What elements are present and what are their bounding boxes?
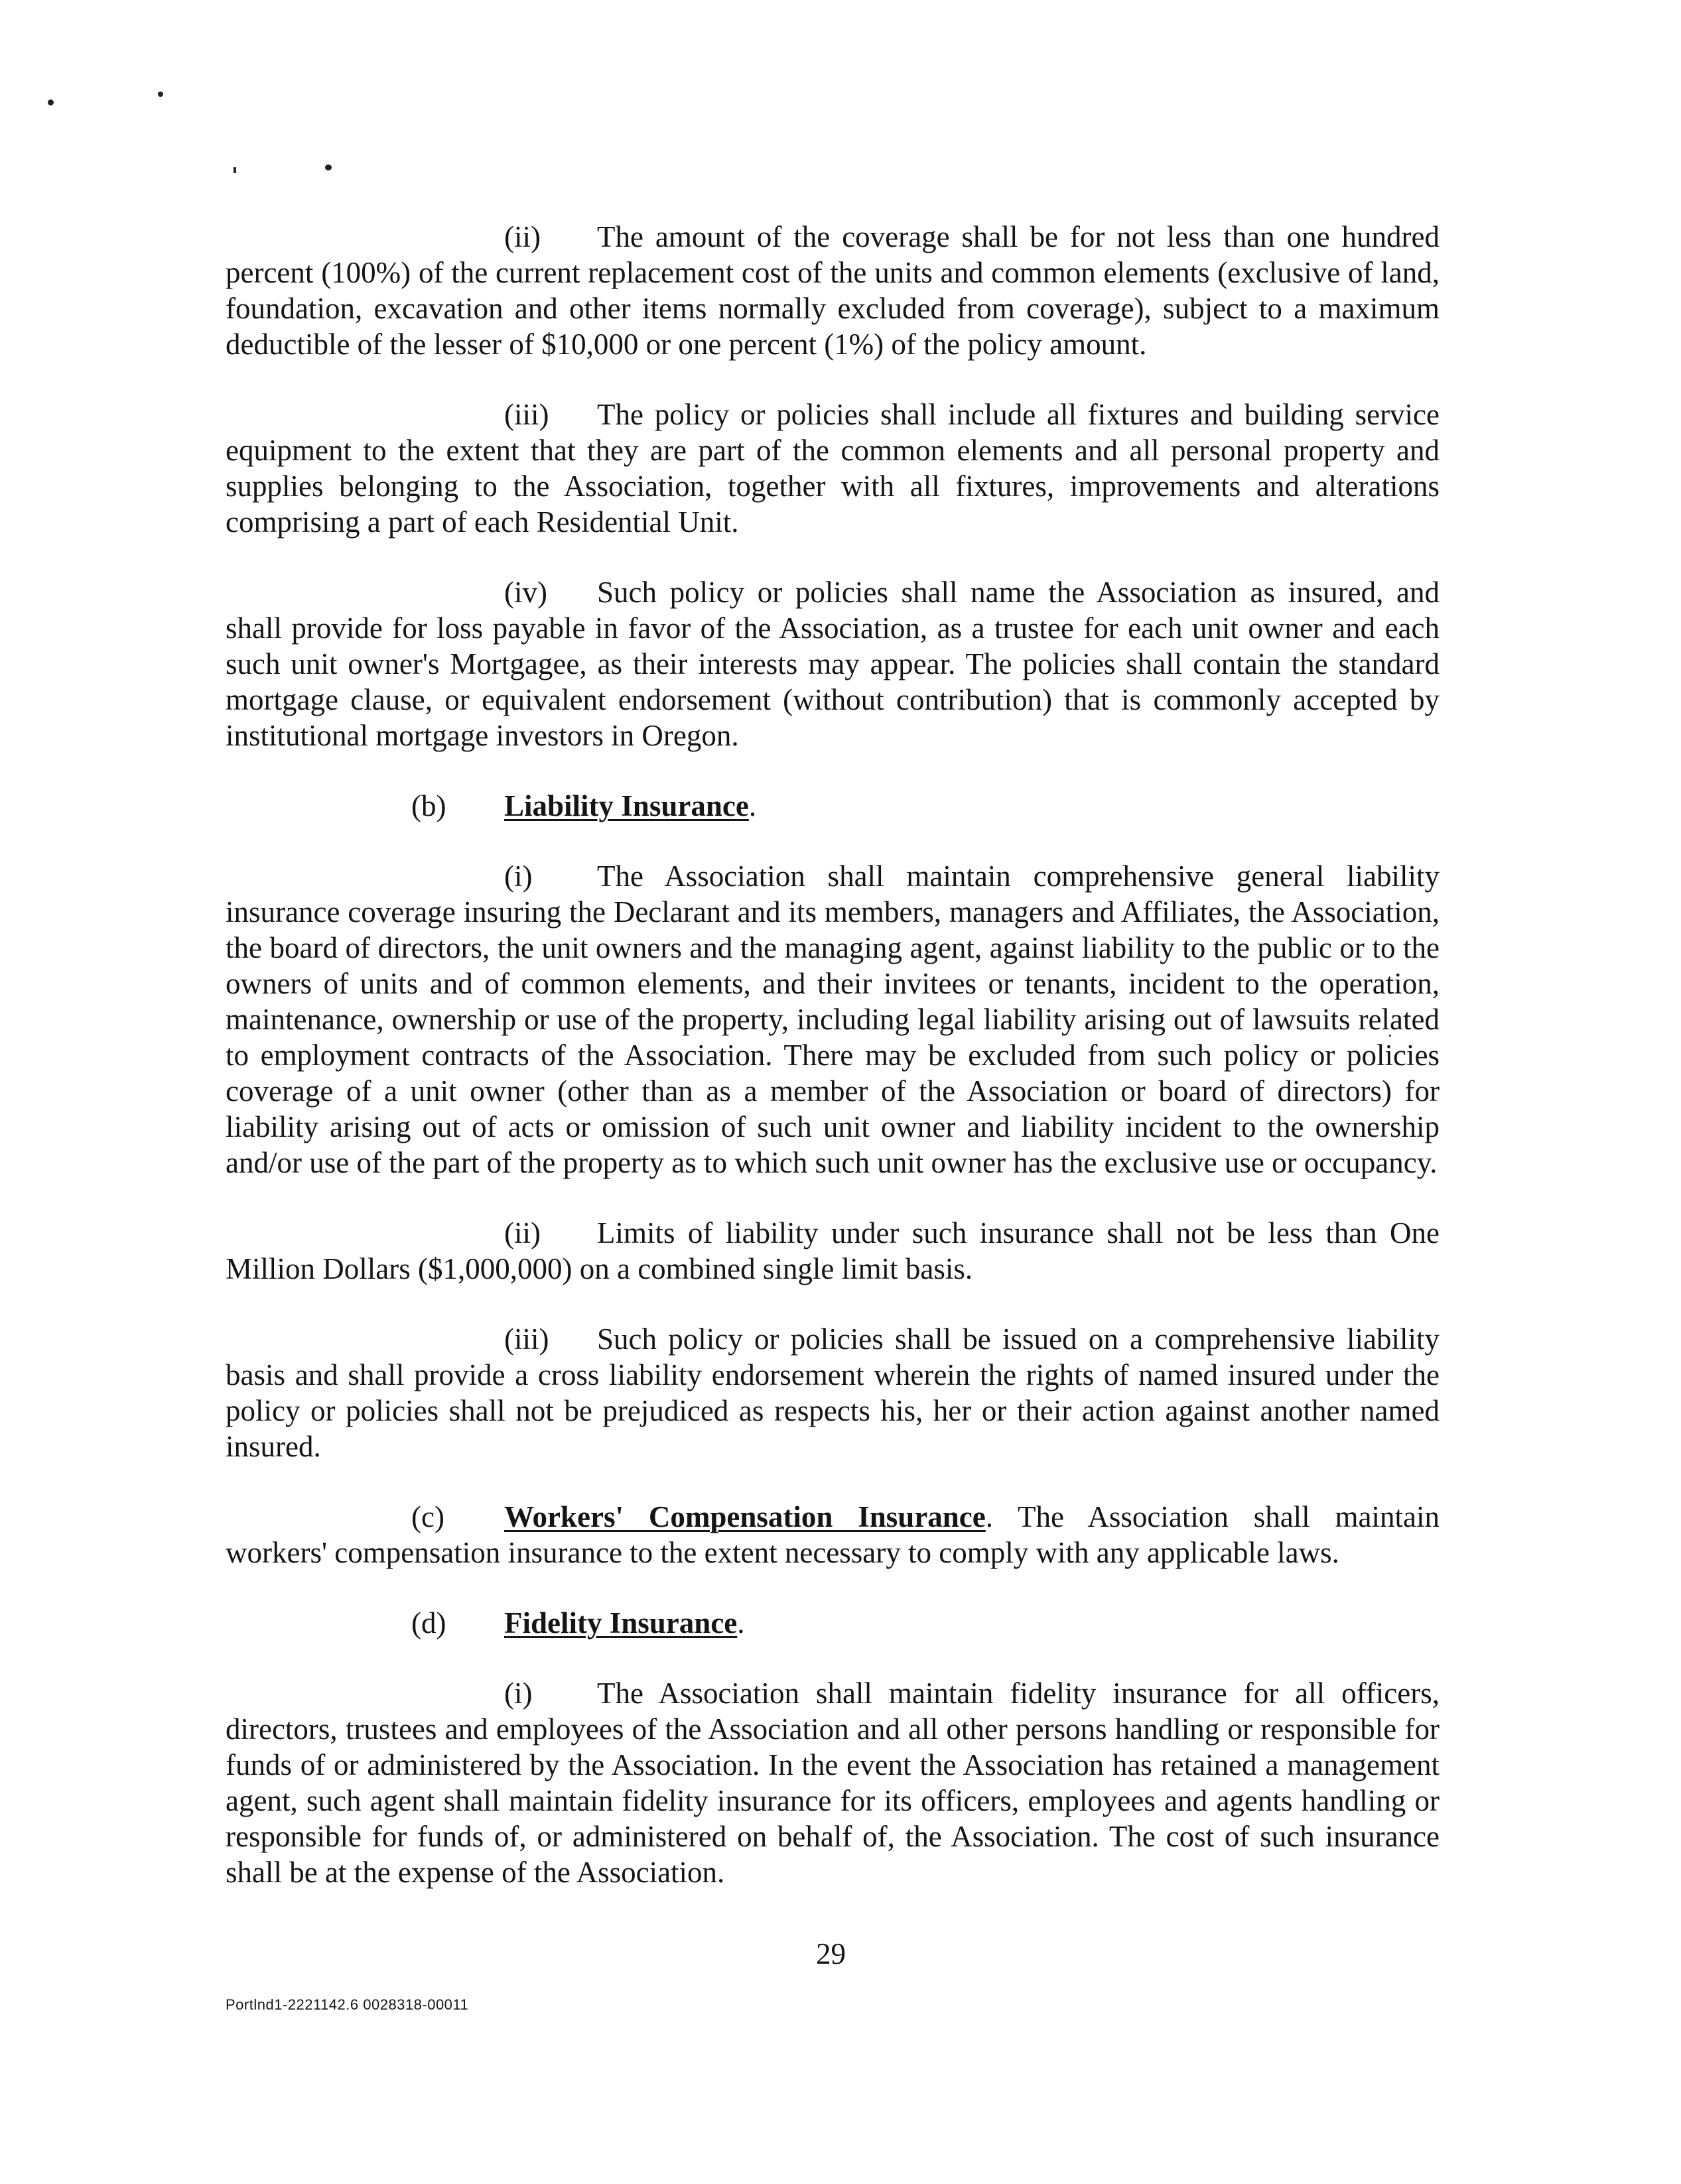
section-c — [226, 1499, 1440, 1571]
paragraph-label: (i) — [504, 860, 533, 893]
paragraph-a-iv — [226, 574, 1440, 753]
paragraph-label: (ii) — [504, 220, 541, 253]
section-title: Liability Insurance — [504, 789, 749, 822]
paragraph-text: The policy or policies shall include all fixtures and building service equipment to the extent that they are part of the common elements and all personal property and supplies belonging to the Association, together with all fixtures, improvements and alterations comprising a part of each Residential Unit. — [226, 398, 1440, 539]
section-label: (b) — [411, 789, 446, 822]
section-text: . The Association shall maintain workers' compensation insurance to the extent necessary to comply with any applicable laws. — [226, 1500, 1440, 1569]
section-title-suffix: . — [737, 1606, 745, 1639]
paragraph-label: (i) — [504, 1677, 533, 1710]
section-label: (c) — [411, 1500, 444, 1533]
section-label: (d) — [411, 1606, 446, 1639]
document-body — [226, 219, 1440, 1925]
paragraph-text: Such policy or policies shall be issued on a comprehensive liability basis and shall provide a cross liability endorsement wherein the rights of named insured under the policy or policies shall not be prejudiced as respects his, her or their action against another named insured. — [226, 1322, 1440, 1463]
paragraph-text: The Association shall maintain comprehensive general liability insurance coverage insuring the Declarant and its members, managers and Affiliates, the Association, the board of directors, the unit owners and the managing agent, against liability to the public or to the owners of units and of common elements, and their invitees or tenants, incident to the operation, maintenance, ownership or use of the property, including legal liability arising out of lawsuits related to employment contracts of the Association. There may be excluded from such policy or policies coverage of a unit owner (other than as a member of the Association or board of directors) for liability arising out of acts or omission of such unit owner and liability incident to the ownership and/or use of the part of the property as to which such unit owner has the exclusive use or occupancy. — [226, 860, 1440, 1179]
section-d-heading — [226, 1605, 1440, 1641]
section-title-suffix: . — [748, 789, 757, 822]
paragraph-text: Limits of liability under such insurance shall not be less than One Million Dollars ($1,000,000) on a combined single limit basis. — [226, 1216, 1440, 1285]
scan-speck — [234, 167, 236, 173]
paragraph-a-ii — [226, 219, 1440, 362]
paragraph-a-iii — [226, 397, 1440, 540]
paragraph-d-i — [226, 1675, 1440, 1890]
scan-speck — [325, 164, 332, 170]
scan-speck — [48, 99, 54, 105]
paragraph-label: (iv) — [504, 576, 547, 609]
paragraph-text: The amount of the coverage shall be for not less than one hundred percent (100%) of the current replacement cost of the units and common elements (exclusive of land, foundation, excavation and other items normally excluded from coverage), subject to a maximum deductible of the lesser of $10,000 or one percent (1%) of the policy amount. — [226, 220, 1440, 361]
paragraph-label: (ii) — [504, 1216, 541, 1250]
paragraph-label: (iii) — [504, 1322, 549, 1356]
paragraph-b-i — [226, 858, 1440, 1181]
section-title: Fidelity Insurance — [504, 1606, 738, 1639]
scan-speck — [158, 92, 163, 97]
paragraph-text: The Association shall maintain fidelity insurance for all officers, directors, trustees and employees of the Association and all other persons handling or responsible for funds of or administered by the Association. In the event the Association has retained a management agent, such agent shall maintain fidelity insurance for its officers, employees and agents handling or responsible for funds of, or administered on behalf of, the Association. The cost of such insurance shall be at the expense of the Association. — [226, 1677, 1440, 1889]
footer-document-code: Portlnd1-2221142.6 0028318-00011 — [226, 1996, 469, 2013]
paragraph-b-ii — [226, 1215, 1440, 1287]
section-b-heading — [226, 788, 1440, 824]
paragraph-b-iii — [226, 1321, 1440, 1464]
paragraph-text: Such policy or policies shall name the Association as insured, and shall provide for loss payable in favor of the Association, as a trustee for each unit owner and each such unit owner's Mortgagee, as their interests may appear. The policies shall contain the standard mortgage clause, or equivalent endorsement (without contribution) that is commonly accepted by institutional mortgage investors in Oregon. — [226, 576, 1440, 752]
paragraph-label: (iii) — [504, 398, 549, 431]
section-title: Workers' Compensation Insurance — [504, 1500, 986, 1533]
page-number: 29 — [816, 1937, 846, 1970]
